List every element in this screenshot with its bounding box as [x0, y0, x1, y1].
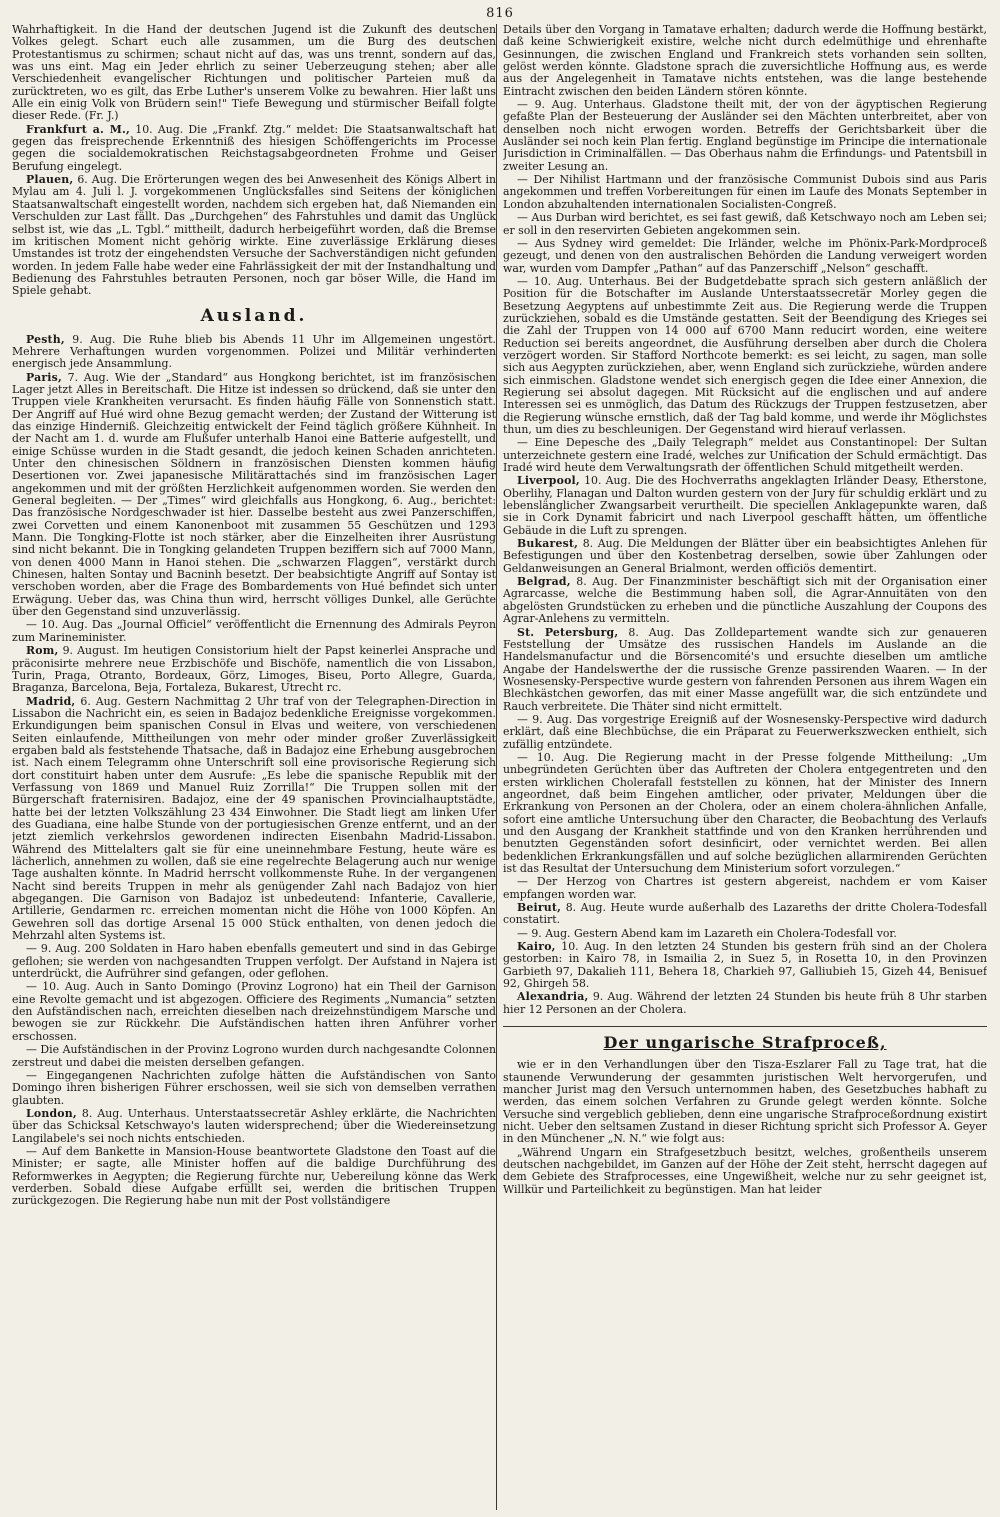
- article-london-durban: — Aus Durban wird berichtet, es sei fast gewiß, daß Ketschwayo noch am Leben sei; er soll in den reservirten Gebieten angekommen sein.: [503, 211, 987, 237]
- article-paris: [12, 372, 496, 619]
- article-liverpool: [503, 475, 987, 537]
- article-london-text: 8. Aug. Unterhaus. Unterstaatssecretär Ashley erklärte, die Nachrichten über das Schicksal Ketschwayo's lauten widersprechend; über die Wiedereinsetzung Langilabele's sei noch nichts entschieden.: [12, 1106, 496, 1145]
- article-kairo-text: 10. Aug. In den letzten 24 Stunden bis gestern früh sind an der Cholera gestorben: in Kairo 78, in Ismailia 2, in Suez 5, in Rosetta 10, in den Provinzen Garbieth 97, Dakalieh 111, Behera 18, Charkieh 97, Galliubieh 15, Gizeh 44, Benisuef 92, Ghirgeh 58.: [503, 940, 987, 991]
- article-petersburg-followup-1: — 9. Aug. Das vorgestrige Ereigniß auf der Wosnesensky-Perspective wird dadurch erklärt, daß eine Blechbüchse, die ein Präparat zu Feuerwerkszwecken enthielt, sich zufällig entzündete.: [503, 712, 987, 751]
- article-madrid-followup-1: — 9. Aug. 200 Soldaten in Haro haben ebenfalls gemeutert und sind in das Gebirge geflohen; sie werden von nachgesandten Truppen verfolgt. Der Aufstand in Najera ist unterdrückt, die Aufrührer sind gefangen, oder geflohen.: [12, 942, 496, 981]
- page-number: 816: [486, 6, 514, 21]
- article-london: [12, 1108, 496, 1145]
- feuilleton-text: wie er in den Verhandlungen über den Tisza-Eszlarer Fall zu Tage trat, hat die staunende Verwunderung der gesammten juristischen Welt hervorgerufen, und mancher Jurist mag den Versuch unternommen haben, des Gesetzbuches habhaft zu werden, das einem solchen Verfahren zu Grunde gelegt werden könnte. Solche Versuche sind vergeblich geblieben, denn eine ungarische Strafproceßordnung existirt nicht. Ueber den seltsamen Zustand in dieser Richtung spricht sich Professor A. Geyer in den Münchener „N. N.“ wie folgt aus:: [503, 1058, 987, 1146]
- article-london-sydney: — Aus Sydney wird gemeldet: Die Irländer, welche im Phönix-Park-Mordproceß gezeugt, und denen von den australischen Behörden die Landung verweigert worden war, wurden vom Dampfer „Pathan“ auf das Panzerschiff „Nelson“ geschafft.: [503, 236, 987, 275]
- article-paris-followup: — 10. Aug. Das „Journal Officiel“ veröffentlicht die Ernennung des Admirals Peyron zum Marineminister.: [12, 618, 496, 644]
- dateline-belgrad: Belgrad,: [517, 575, 571, 589]
- article-london-10aug: — 10. Aug. Unterhaus. Bei der Budgetdebatte sprach sich gestern anläßlich der Position für die Botschafter im Auslande Unterstaatssecretär Morley gegen die Besetzung Aegyptens auf unbestimmte Zeit aus. Die Regierung werde die Truppen zurückziehen, sobald es die Umstände gestatten. Seit der Beendigung des Krieges sei die Zahl der Truppen von 14 000 auf 6700 Mann reducirt worden, eine weitere Reduction sei bereits angeordnet, die Ausführung derselben aber durch die Cholera verzögert worden. Sir Stafford Northcote bemerkt: es sei leicht, zu sagen, man solle sich aus Aegypten zurückziehen, aber, wenn England sich zurückziehe, würden andere sich einmischen. Gladstone wendet sich energisch gegen die Idee einer Annexion, die Regierung sei absolut dagegen. Mit Rücksicht auf die englischen und auf andere Interessen sei es unmöglich, das Datum des Rückzugs der Truppen festzusetzen, aber die Regierung wünsche ernstlich, daß der Tag bald komme, und werde ihr Möglichstes thun, um dies zu beschleunigen. Der Gegenstand wird hierauf verlassen.: [503, 274, 987, 436]
- dateline-pesth: Pesth,: [26, 332, 65, 346]
- article-madrid: [12, 696, 496, 943]
- article-madrid-text: 6. Aug. Gestern Nachmittag 2 Uhr traf von der Telegraphen-Direction in Lissabon die Nachricht ein, es seien in Badajoz bedenkliche Ereignisse vorgekommen. Erkundigungen beim spanischen Consul in Elvas und weitere, von verschiedenen Seiten einlaufende, Mittheilungen von mehr oder minder großer Zuverlässigkeit ergaben bald als feststehende Thatsache, daß in Badajoz eine Erhebung ausgebrochen ist. Nach einem Telegramm ohne Unterschrift soll eine provisorische Regierung sich dort constituirt haben unter dem Ausrufe: „Es lebe die spanische Republik mit der Verfassung von 1869 und Manuel Ruiz Zorrilla!“ Die Truppen sollen mit der Bürgerschaft fraternisiren. Badajoz, eine der 49 spanischen Provincialhauptstädte, hatte bei der letzten Volkszählung 23 434 Einwohner. Die Stadt liegt am linken Ufer des Guadiana, eine halbe Stunde von der portugiesischen Grenze entfernt, und an der jetzt ziemlich verkehrslos gewordenen indirecten Eisenbahn Madrid-Lissabon. Während des Mittelalters galt sie für eine uneinnehmbare Festung, heute wäre es lächerlich, annehmen zu wollen, daß sie eine regelrechte Belagerung auch nur wenige Tage aushalten könnte. In Madrid herrscht vollkommenste Ruhe. In der vergangenen Nacht sind bereits Truppen in mehr als genügender Zahl nach Badajoz von hier abgegangen. Die Garnison von Badajoz ist unbedeutend: Infanterie, Cavallerie, Artillerie, Gendarmen rc. erreichen momentan nicht die Höhe von 1000 Köpfen. An Gewehren soll das dortige Arsenal 15 000 Stück enthalten, von denen jedoch die Mehrzahl alten Systems ist.: [12, 694, 496, 943]
- article-london-9aug: — 9. Aug. Unterhaus. Gladstone theilt mit, der von der ägyptischen Regierung gefaßte Plan der Besteuerung der Ausländer sei den Mächten unterbreitet, aber von denselben noch nicht erwogen worden. Betreffs der Gerichtsbarkeit über die Ausländer sei noch kein Plan fertig. England begünstige im Principe die internationale Jurisdiction in Criminalfällen. — Das Oberhaus nahm die Erfindungs- und Patentsbill in zweiter Lesung an.: [503, 98, 987, 173]
- feuilleton-text-quote: „Während Ungarn ein Strafgesetzbuch besitzt, welches, großentheils unserem deutschen nachgebildet, im Ganzen auf der Höhe der Zeit steht, herrscht dagegen auf dem Gebiete des Strafprocesses, eine Ungewißheit, welche nur zu sehr geeignet ist, Willkür und Parteilichkeit zu begünstigen. Man hat leider: [503, 1145, 987, 1196]
- article-intro-continuation: Wahrhaftigkeit. In die Hand der deutschen Jugend ist die Zukunft des deutschen Volkes gelegt. Schart euch alle zusammen, um die Burg des deutschen Protestantismus zu schirmen; schaut nicht auf das, was uns trennt, sondern auf das, was uns eint. Mag ein Jeder ehrlich zu seiner Ueberzeugung stehen; aber alle Verschiedenheit evangelischer Richtungen und politischer Parteien muß da zurücktreten, wo es gilt, das Erbe Luther's unserem Volke zu bewahren. Hier laßt uns Alle ein einig Volk von Brüdern sein!" Tiefe Bewegung und stürmischer Beifall folgte dieser Rede. (Fr. J.): [12, 24, 496, 123]
- article-plauen: [12, 174, 496, 297]
- feuilleton-heading: Der ungarische Strafproceß,: [603, 1033, 887, 1053]
- dateline-plauen: Plauen,: [26, 173, 74, 187]
- article-london-depesche: — Eine Depesche des „Daily Telegraph“ meldet aus Constantinopel: Der Sultan unterzeichnete gestern eine Iradé, welches zur Unification der Schuld ermächtigt. Das Iradé wird heute dem Verwaltungsrath der öffentlichen Schuld mitgetheilt werden.: [503, 436, 987, 475]
- dateline-rom: Rom,: [26, 644, 59, 658]
- left-column: [12, 24, 496, 1510]
- dateline-london: London,: [26, 1106, 77, 1120]
- dateline-alexandria: Alexandria,: [517, 990, 589, 1004]
- article-liverpool-text: 10. Aug. Die des Hochverraths angeklagten Irländer Deasy, Etherstone, Oberlihy, Flanagan und Dalton wurden gestern von der Jury für schuldig erklärt und zu lebenslänglicher Zwangsarbeit verurtheilt. Die speciellen Anklagepunkte waren, daß sie in Cork Dynamit fabricirt und nach Liverpool geschafft hätten, um öffentliche Gebäude in die Luft zu sprengen.: [503, 474, 987, 537]
- article-rom-text: 9. August. Im heutigen Consistorium hielt der Papst keinerlei Ansprache und präconisirte mehrere neue Erzbischöfe und Bischöfe, namentlich die von Lissabon, Turin, Praga, Otranto, Bordeaux, Görz, Limoges, Biseu, Porto Allegre, Guarda, Braganza, Barcelona, Beja, Fortaleza, Bukarest, Utrecht rc.: [12, 644, 496, 695]
- dateline-bukarest: Bukarest,: [517, 537, 579, 551]
- article-beirut: [503, 902, 987, 927]
- article-belgrad-text: 8. Aug. Der Finanzminister beschäftigt sich mit der Organisation einer Agrarcasse, welche die Bestimmung haben soll, die Agrar-Annuitäten von den abgelösten Grundstücken zu erheben und die pünctliche Auszahlung der Coupons des Agrar-Anlehens zu vermitteln.: [503, 575, 987, 626]
- article-kairo: [503, 941, 987, 990]
- article-petersburg: [503, 627, 987, 713]
- article-london-nihilist: — Der Nihilist Hartmann und der französische Communist Dubois sind aus Paris angekommen und treffen Vorbereitungen für einen im Laufe des Monats September in London abzuhaltenden internationalen Socialisten-Congreß.: [503, 173, 987, 211]
- article-beirut-followup: — 9. Aug. Gestern Abend kam im Lazareth ein Cholera-Todesfall vor.: [517, 926, 897, 940]
- dateline-paris: Paris,: [26, 370, 62, 384]
- article-frankfurt: [12, 124, 496, 173]
- article-bukarest-text: 8. Aug. Die Meldungen der Blätter über ein beabsichtigtes Anlehen für Befestigungen und über den Kostenbetrag derselben, sowie über Zahlungen oder Geldanweisungen an General Brialmont, werden officiös dementirt.: [503, 537, 987, 575]
- article-london-continuation: Details über den Vorgang in Tamatave erhalten; dadurch werde die Hoffnung bestärkt, daß keine Schwierigkeit existire, welche nicht durch edelmüthige und ehrenhafte Gesinnungen, die zwischen England und Frankreich stets vorhanden sein sollten, gelöst werden könnte. Gladstone sprach die zuversichtliche Hoffnung aus, es werde aus der Angelegenheit in Tamatave nichts entstehen, was die lange bestehende Eintracht zwischen den beiden Ländern stören könnte.: [503, 24, 987, 98]
- section-heading-ausland: Ausland.: [200, 305, 308, 326]
- article-beirut-text: 8. Aug. Heute wurde außerhalb des Lazareths der dritte Cholera-Todesfall constatirt.: [503, 901, 987, 927]
- dateline-petersburg: St. Petersburg,: [517, 625, 619, 639]
- article-alexandria-text: 9. Aug. Während der letzten 24 Stunden bis heute früh 8 Uhr starben hier 12 Personen an der Cholera.: [503, 990, 987, 1016]
- article-petersburg-text: 8. Aug. Das Zolldepartement wandte sich zur genaueren Feststellung der Umsätze des russischen Handels im Auslande an die Handelsmanufactur und die Börsencomité's und ersuchte dieselben um amtliche Angabe der Handelswerthe der die russische Grenze passirenden Waaren. — In der Wosnesensky-Perspective wurde gestern von fahrenden Personen aus ihrem Wagen ein Blechkästchen geworfen, das mit einer Masse angefüllt war, die sich entzündete und Rauch verbreitete. Die Thäter sind nicht ermittelt.: [503, 625, 987, 713]
- article-belgrad: [503, 576, 987, 625]
- feuilleton-divider: [503, 1026, 987, 1027]
- article-pesth: [12, 334, 496, 371]
- dateline-beirut: Beirut,: [517, 901, 562, 915]
- article-london-followup: — Auf dem Bankette in Mansion-House beantwortete Gladstone den Toast auf die Minister; er sagte, alle Minister hoffen auf die baldige Durchführung des Reformwerkes in Aegypten; die Regierung fürchte nur, Uebereilung könne das Werk verderben. Sobald diese Aufgabe erfüllt sei, werden die britischen Truppen zurückgezogen. Die Regierung habe nun mit der Post vollständigere: [12, 1144, 496, 1208]
- article-petersburg-followup-3: — Der Herzog von Chartres ist gestern abgereist, nachdem er vom Kaiser empfangen worden war.: [503, 875, 987, 901]
- article-plauen-text: 6. Aug. Die Erörterungen wegen des bei Anwesenheit des Königs Albert in Mylau am 4. Juli l. J. vorgekommenen Unglücksfalles sind Seitens der königlichen Staatsanwaltschaft eingestellt worden, nachdem sich ergeben hat, daß Niemanden ein Verschulden zur Last fällt. Das „Durchgehen“ des Fahrstuhles und damit das Unglück selbst ist, wie das „L. Tgbl.“ mittheilt, dadurch herbeigeführt worden, daß die Bremse im kritischen Moment nicht gehörig wirkte. Eine zuverlässige Erklärung dieses Umstandes ist trotz der eingehendsten Versuche der Sachverständigen nicht gefunden worden. In jedem Falle habe weder eine Fahrlässigkeit der mit der Instandhaltung und Bedienung des Fahrstuhles betrauten Personen, noch gar böser Wille, die Hand im Spiele gehabt.: [12, 173, 496, 298]
- dateline-kairo: Kairo,: [517, 940, 556, 954]
- right-column: [503, 24, 987, 1510]
- article-paris-text: 7. Aug. Wie der „Standard“ aus Hongkong berichtet, ist im französischen Lager jetzt Alles in Bereitschaft. Die Hitze ist indessen so drückend, daß sie unter den Truppen viele Krankheiten verursacht. Es finden häufig Fälle von Sonnenstich statt. Der Angriff auf Hué wird ohne Bezug gemacht werden; der Zustand der Witterung ist das einzige Hinderniß. Gleichzeitig entwickelt der Feind täglich größere Kühnheit. In der Nacht am 1. d. wurde am Flußufer unterhalb Hanoi eine Batterie aufgestellt, und einige Schüsse wurden in die Stadt gesandt, die jedoch keinen Schaden anrichteten. Unter den chinesischen Söldnern in französischen Diensten kommen häufig Desertionen vor. Zwei japanesische Militärattachés sind im französischen Lager angekommen und mit der größten Herzlichkeit aufgenommen worden. Sie werden den General begleiten. — Der „Times“ wird gleichfalls aus Hongkong, 6. Aug., berichtet: Das französische Nordgeschwader ist hier. Dasselbe besteht aus zwei Panzerschiffen, zwei Corvetten und einem Kanonenboot mit zusammen 55 Geschützen und 1293 Mann. Die Tongking-Flotte ist noch stärker, aber die Einzelheiten ihrer Ausrüstung sind nicht bekannt. Die in Tongking gelandeten Truppen beziffern sich auf 7000 Mann, von denen 4000 Mann in Hanoi stehen. Die „schwarzen Flaggen“, verstärkt durch Chinesen, halten Sontay und Bacninh besetzt. Der beabsichtigte Angriff auf Sontay ist verschoben worden, aber die Frage des Bombardements von Hué befindet sich unter Erwägung. Ueber das, was China thun wird, herrscht völliges Dunkel, alle Gerüchte über den Gegenstand sind unzuverlässig.: [12, 370, 496, 619]
- article-madrid-followup-2: — 10. Aug. Auch in Santo Domingo (Provinz Logrono) hat ein Theil der Garnison eine Revolte gemacht und ist abgezogen. Officiere des Regiments „Numancia“ setzten den Aufständischen nach, erreichten dieselben nach dreizehnstündigem Marsche und bewogen sie zur Rückkehr. Die Aufständischen hatten ihren Anführer vorher erschossen.: [12, 980, 496, 1043]
- article-alexandria: [503, 991, 987, 1016]
- article-madrid-followup-4: — Eingegangenen Nachrichten zufolge hätten die Aufständischen von Santo Domingo ihren bisherigen Führer erschossen, weil sie sich von demselben verrathen glaubten.: [12, 1068, 496, 1107]
- article-bukarest: [503, 538, 987, 575]
- column-divider: [496, 24, 497, 1510]
- article-rom: [12, 645, 496, 694]
- article-pesth-text: 9. Aug. Die Ruhe blieb bis Abends 11 Uhr im Allgemeinen ungestört. Mehrere Verhaftungen wurden vorgenommen. Polizei und Militär verhinderten energisch jede Ansammlung.: [12, 332, 496, 371]
- article-frankfurt-text: 10. Aug. Die „Frankf. Ztg.“ meldet: Die Staatsanwaltschaft hat gegen das freisprechende Erkenntniß des hiesigen Schöffengerichts im Processe gegen die socialdemokratischen Reichstagsabgeordneten Frohme und Geiser Berufung eingelegt.: [12, 122, 496, 173]
- dateline-liverpool: Liverpool,: [517, 474, 580, 488]
- article-madrid-followup-3: — Die Aufständischen in der Provinz Logrono wurden durch nachgesandte Colonnen zerstreut und dabei die meisten derselben gefangen.: [12, 1043, 496, 1069]
- dateline-frankfurt: Frankfurt a. M.,: [26, 122, 131, 136]
- dateline-madrid: Madrid,: [26, 694, 76, 708]
- article-petersburg-followup-2: — 10. Aug. Die Regierung macht in der Presse folgende Mittheilung: „Um unbegründeten Gerüchten über das Auftreten der Cholera entgegentreten und den ersten wirklichen Cholerafall feststellen zu können, hat der Minister des Innern angeordnet, daß beim Eingehen amtlicher, oder privater, Meldungen über die Erkrankung von Personen an der Cholera, oder an einem cholera-ähnlichen Anfalle, sofort eine amtliche Untersuchung über den Character, die Beobachtung des Verlaufs und den Ausgang der Krankheit stattfinde und von den Kranken herrührenden und benutzten Gegenständen sofort desinficirt, oder vernichtet werden. Bei allen bedenklichen Erkrankungsfällen und auf solche bezüglichen allarmirenden Gerüchten ist das Resultat der Untersuchung dem Ministerium sofort vorzulegen.“: [503, 750, 987, 876]
